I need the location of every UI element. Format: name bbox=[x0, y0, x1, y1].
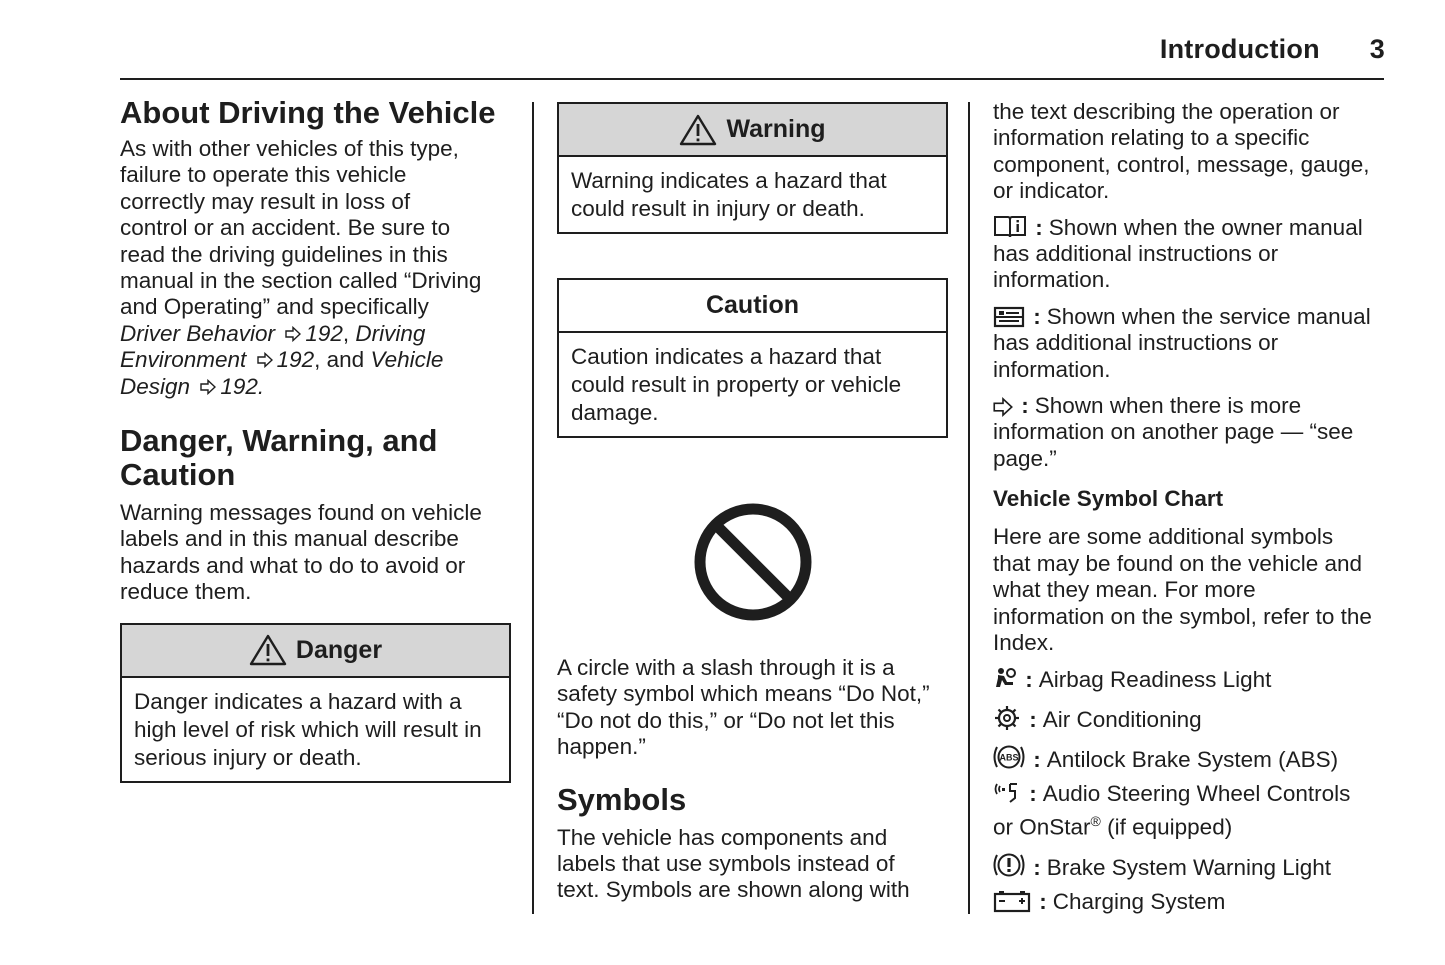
owner-manual-symbol-paragraph bbox=[993, 215, 1373, 294]
symbol-audio-row bbox=[993, 781, 1393, 840]
warning-box-header bbox=[559, 104, 946, 157]
symbol-audio-onstar: or OnStar bbox=[993, 814, 1091, 840]
colon: : bbox=[1033, 303, 1041, 329]
ref-vehicle[interactable]: Vehicle bbox=[370, 347, 444, 373]
colon: : bbox=[1039, 888, 1047, 914]
prohibition-circle-icon bbox=[692, 501, 814, 623]
header-rule bbox=[120, 78, 1384, 80]
text-line: control or an accident. Be sure to bbox=[120, 215, 451, 241]
symbol-list bbox=[993, 667, 1393, 926]
heading-danger-warning-caution: Danger, Warning, and Caution bbox=[120, 423, 438, 493]
see-page-arrow-icon bbox=[257, 352, 273, 368]
service-manual-icon bbox=[993, 306, 1025, 328]
abs-icon-label: ABS bbox=[999, 752, 1019, 763]
airbag-icon bbox=[993, 667, 1017, 691]
warning-body: Warning indicates a hazard that could result in injury or death. bbox=[571, 168, 887, 221]
column-divider-1 bbox=[532, 102, 534, 914]
abs-icon bbox=[993, 743, 1025, 771]
symbol-brake-row bbox=[993, 851, 1393, 889]
text-line: As with other vehicles of this type, bbox=[120, 136, 459, 161]
warning-messages-paragraph: Warning messages found on vehicle labels and in this manual describe hazards and what to do to avoid or reduce them. bbox=[120, 500, 482, 605]
warning-title: Warning bbox=[726, 115, 826, 144]
ref-environment[interactable]: Environment bbox=[120, 347, 247, 373]
symbol-chart-intro: Here are some additional symbols that may be found on the vehicle and what they mean. For more information on the symbol, refer to the Index. bbox=[993, 524, 1372, 655]
warning-triangle-icon bbox=[249, 634, 287, 666]
service-manual-text: Shown when the service manual has additional instructions or information. bbox=[993, 303, 1371, 382]
caution-box bbox=[557, 278, 948, 438]
circle-slash-paragraph: A circle with a slash through it is a safety symbol which means “Do Not,” “Do not do this,” or “Do not let this happen.” bbox=[557, 655, 930, 760]
ref-page[interactable]: 192 bbox=[276, 347, 315, 373]
conjunction: , and bbox=[314, 347, 365, 373]
caution-title: Caution bbox=[705, 291, 800, 320]
ref-page[interactable]: 192. bbox=[220, 373, 265, 399]
text-line: failure to operate this vehicle bbox=[120, 162, 407, 188]
battery-charging-icon bbox=[993, 889, 1031, 913]
symbol-ac-label: Air Conditioning bbox=[1042, 707, 1202, 733]
about-paragraph bbox=[120, 136, 516, 400]
ref-page[interactable]: 192 bbox=[305, 320, 343, 346]
colon: : bbox=[1033, 747, 1041, 773]
owner-manual-book-icon bbox=[993, 215, 1027, 239]
see-page-symbol-paragraph bbox=[993, 393, 1373, 472]
ref-line bbox=[120, 321, 516, 347]
danger-body: Danger indicates a hazard with a high level of risk which will result in serious injury or death. bbox=[134, 688, 482, 770]
colon: : bbox=[1029, 781, 1037, 807]
symbol-audio-equipped: (if equipped) bbox=[1100, 814, 1233, 840]
ref-line bbox=[120, 347, 516, 373]
caution-body: Caution indicates a hazard that could result in property or vehicle damage. bbox=[571, 344, 902, 425]
section-title: Introduction bbox=[1159, 34, 1320, 64]
ref-driver-behavior[interactable]: Driver Behavior bbox=[120, 320, 276, 346]
symbol-abs-row bbox=[993, 743, 1393, 781]
colon: : bbox=[1025, 667, 1033, 693]
owner-manual-text: Shown when the owner manual has additional instructions or information. bbox=[993, 214, 1363, 293]
column-divider-2 bbox=[968, 102, 970, 914]
symbol-charging-row bbox=[993, 889, 1393, 927]
symbol-airbag-row bbox=[993, 667, 1393, 705]
symbol-ac-row bbox=[993, 705, 1393, 743]
warning-triangle-icon bbox=[679, 114, 717, 146]
see-page-arrow-icon bbox=[200, 379, 216, 395]
colon: : bbox=[1035, 214, 1043, 240]
colon: : bbox=[1033, 854, 1041, 880]
danger-box bbox=[120, 623, 511, 783]
symbol-airbag-label: Airbag Readiness Light bbox=[1038, 667, 1272, 693]
colon: : bbox=[1021, 393, 1029, 419]
see-page-text: Shown when there is more information on another page — “see page.” bbox=[993, 393, 1354, 471]
warning-box bbox=[557, 102, 948, 234]
ref-line bbox=[120, 374, 516, 400]
column-3 bbox=[993, 99, 1393, 927]
text-line: and Operating” and specifically bbox=[120, 294, 429, 320]
service-manual-symbol-paragraph bbox=[993, 304, 1373, 383]
page-header bbox=[1160, 34, 1385, 65]
ref-driving[interactable]: Driving bbox=[355, 320, 426, 346]
page-number: 3 bbox=[1369, 34, 1385, 64]
caution-box-header bbox=[559, 280, 946, 333]
column-2 bbox=[557, 96, 949, 904]
registered-mark: ® bbox=[1090, 812, 1101, 829]
symbols-paragraph: The vehicle has components and labels that use symbols instead of text. Symbols are shown along with bbox=[557, 824, 910, 903]
continued-paragraph: the text describing the operation or information relating to a specific component, control, message, gauge, or indicator. bbox=[993, 99, 1370, 204]
brake-warning-icon bbox=[993, 851, 1025, 879]
separator: , bbox=[342, 320, 350, 346]
danger-title: Danger bbox=[295, 635, 383, 664]
ref-design[interactable]: Design bbox=[120, 373, 191, 399]
see-page-arrow-icon bbox=[285, 326, 301, 342]
heading-symbols: Symbols bbox=[557, 781, 687, 817]
symbol-charging-label: Charging System bbox=[1052, 888, 1226, 914]
prohibition-symbol-area bbox=[557, 438, 949, 633]
heading-vehicle-symbol-chart: Vehicle Symbol Chart bbox=[993, 486, 1224, 512]
symbol-brake-label: Brake System Warning Light bbox=[1046, 854, 1332, 880]
colon: : bbox=[1029, 707, 1037, 733]
symbol-audio-label: Audio Steering Wheel Controls bbox=[1042, 781, 1351, 807]
audio-steering-controls-icon bbox=[993, 781, 1021, 805]
air-conditioning-fan-icon bbox=[993, 705, 1021, 731]
danger-box-header bbox=[122, 625, 509, 678]
text-line: manual in the section called “Driving bbox=[120, 268, 482, 294]
column-1 bbox=[120, 96, 516, 783]
heading-about-driving: About Driving the Vehicle bbox=[120, 95, 496, 130]
symbol-abs-label: Antilock Brake System (ABS) bbox=[1046, 747, 1339, 773]
text-line: correctly may result in loss of bbox=[120, 188, 411, 214]
see-page-arrow-icon bbox=[993, 397, 1013, 417]
text-line: read the driving guidelines in this bbox=[120, 241, 448, 267]
